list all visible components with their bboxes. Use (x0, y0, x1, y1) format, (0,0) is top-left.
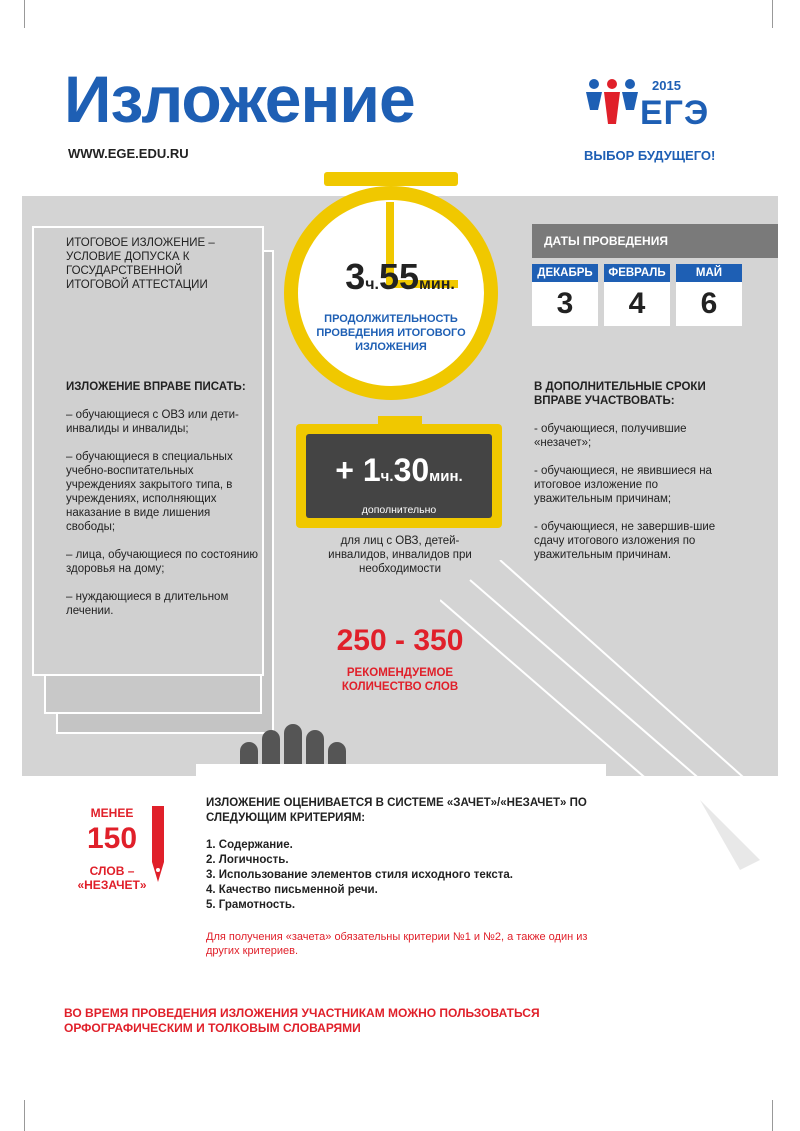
additional-minutes: 30 (393, 452, 430, 488)
duration-hours: 3 (345, 256, 366, 297)
criteria-item: 5. Грамотность. (206, 899, 296, 911)
date-card (532, 264, 598, 326)
date-day: 4 (604, 282, 670, 326)
crop-mark-top-right (772, 0, 773, 28)
additional-value (306, 452, 492, 489)
duration-minutes: 55 (378, 256, 420, 297)
duration-hours-unit: ч. (365, 276, 379, 293)
pen-nib-icon (148, 806, 168, 886)
less-label-bottom: СЛОВ – «НЕЗАЧЕТ» (77, 864, 147, 892)
date-day: 3 (532, 282, 598, 326)
site-url[interactable]: WWW.EGE.EDU.RU (68, 146, 189, 161)
list-item: – нуждающиеся в длительном лечении. (66, 591, 229, 617)
additional-minutes-unit: мин. (429, 468, 463, 485)
logo-slogan: ВЫБОР БУДУЩЕГО! (584, 148, 716, 163)
additional-prefix: + 1 (335, 452, 381, 488)
logo-year: 2015 (652, 78, 681, 93)
additional-hours-unit: ч. (380, 468, 394, 485)
footer-note: ВО ВРЕМЯ ПРОВЕДЕНИЯ ИЗЛОЖЕНИЯ УЧАСТНИКАМ МОЖНО ПОЛЬЗОВАТЬСЯ ОРФОГРАФИЧЕСКИМ И ТОЛКОВЫМ СЛОВАРЯМИ (64, 1006, 540, 1035)
criteria-item: 2. Логичность. (206, 854, 289, 866)
date-month: МАЙ (676, 264, 742, 282)
date-card (604, 264, 670, 326)
words-caption: РЕКОМЕНДУЕМОЕ КОЛИЧЕСТВО СЛОВ (341, 667, 459, 693)
list-item: – обучающиеся с ОВЗ или дети-инвалиды и инвалиды; (66, 409, 239, 435)
duration-value (330, 256, 470, 298)
duration-caption: ПРОДОЛЖИТЕЛЬНОСТЬ ПРОВЕДЕНИЯ ИТОГОВОГО ИЗЛОЖЕНИЯ (316, 313, 466, 353)
dates-heading: ДАТЫ ПРОВЕДЕНИЯ (532, 224, 778, 258)
date-day: 6 (676, 282, 742, 326)
list-item: - обучающиеся, не завершив-шие сдачу итогового изложения по уважительным причинам. (534, 521, 716, 561)
date-card (676, 264, 742, 326)
extra-terms-section (534, 380, 722, 562)
extra-terms-heading: В ДОПОЛНИТЕЛЬНЫЕ СРОКИ ВПРАВЕ УЧАСТВОВАТЬ: (534, 381, 706, 407)
less-number: 150 (86, 822, 138, 855)
people-logo-icon (584, 76, 640, 128)
less-label-top: МЕНЕЕ (90, 806, 134, 820)
additional-note: для лиц с ОВЗ, детей-инвалидов, инвалидов при необходимости (328, 535, 472, 575)
list-item: - обучающиеся, получившие «незачет»; (534, 423, 687, 449)
page-title: Изложение (64, 62, 415, 136)
criteria-list (206, 838, 596, 913)
duration-minutes-unit: мин. (419, 276, 455, 293)
words-range: 250 - 350 (336, 624, 464, 657)
logo-text: ЕГЭ (640, 94, 710, 132)
criteria-note: Для получения «зачета» обязательны критерии №1 и №2, а также один из других критериев. (206, 931, 588, 957)
date-month: ФЕВРАЛЬ (604, 264, 670, 282)
crop-mark-bottom-right (772, 1100, 773, 1131)
eligible-section (66, 380, 262, 618)
eligible-heading: ИЗЛОЖЕНИЕ ВПРАВЕ ПИСАТЬ: (66, 381, 246, 393)
list-item: – обучающиеся в специальных учебно-воспитательных учреждениях закрытого типа, в учреждениях, исполняющих наказание в виде лишения свободы; (66, 451, 233, 533)
crop-mark-top-left (24, 0, 25, 28)
date-month: ДЕКАБРЬ (532, 264, 598, 282)
list-item: – лица, обучающиеся по состоянию здоровья на дому; (66, 549, 259, 575)
criteria-title: ИЗЛОЖЕНИЕ ОЦЕНИВАЕТСЯ В СИСТЕМЕ «ЗАЧЕТ»/«НЕЗАЧЕТ» ПО СЛЕДУЮЩИМ КРИТЕРИЯМ: (206, 797, 587, 824)
clock-top-tab (324, 172, 458, 186)
list-item: - обучающиеся, не явившиеся на итоговое изложение по уважительным причинам; (534, 465, 712, 505)
criteria-item: 4. Качество письменной речи. (206, 884, 378, 896)
criteria-item: 1. Содержание. (206, 839, 293, 851)
intro-text: ИТОГОВОЕ ИЗЛОЖЕНИЕ – УСЛОВИЕ ДОПУСКА К ГОСУДАРСТВЕННОЙ ИТОГОВОЙ АТТЕСТАЦИИ (66, 237, 215, 291)
crop-mark-bottom-left (24, 1100, 25, 1131)
criteria-item: 3. Использование элементов стиля исходного текста. (206, 869, 513, 881)
additional-caption: дополнительно (361, 504, 437, 516)
